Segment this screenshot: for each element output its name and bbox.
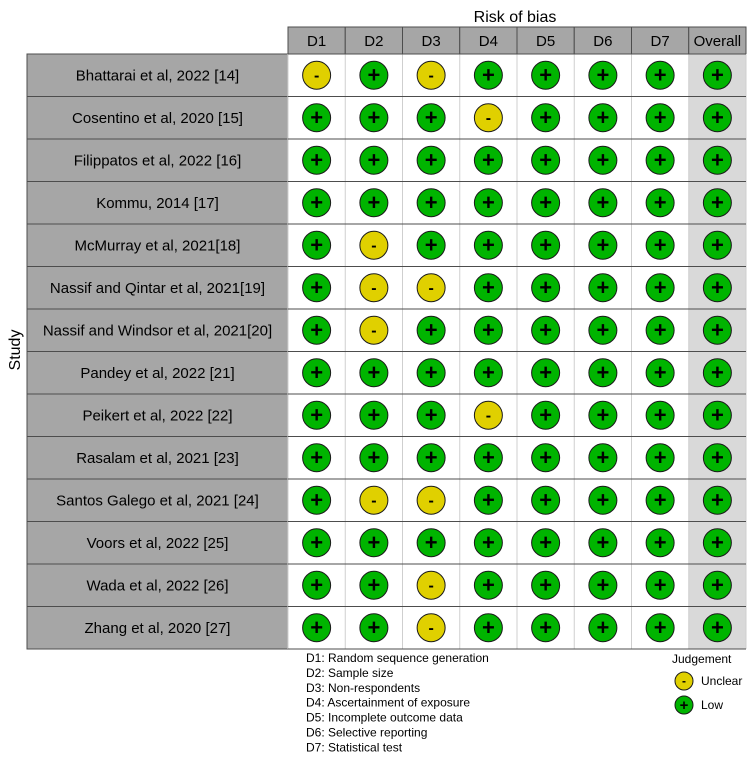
judgement-symbol: + <box>367 529 381 555</box>
judgement-symbol: + <box>710 359 724 385</box>
judgement-low-marker <box>646 486 674 514</box>
judgement-symbol: + <box>539 62 553 88</box>
judgement-low-marker <box>589 146 617 174</box>
judgement-low-marker <box>303 444 331 472</box>
judgement-symbol: + <box>539 232 553 258</box>
judgement-low-marker <box>703 359 731 387</box>
judgement-low-marker <box>703 316 731 344</box>
domain-label-d3: D3 <box>421 33 441 50</box>
judgement-low-marker <box>703 444 731 472</box>
judgement-symbol: + <box>481 359 495 385</box>
judgement-low-marker <box>360 189 388 217</box>
judgement-symbol: + <box>539 104 553 130</box>
judgement-low-marker <box>417 146 445 174</box>
judgement-symbol: + <box>653 232 667 258</box>
judgement-low-marker <box>474 189 502 217</box>
judgement-symbol: + <box>539 189 553 215</box>
judgement-symbol: + <box>481 614 495 640</box>
judgement-symbol: + <box>710 444 724 470</box>
judgement-symbol: + <box>424 359 438 385</box>
judgement-symbol: + <box>481 274 495 300</box>
judgement-symbol: + <box>653 317 667 343</box>
judgement-symbol: + <box>310 572 324 598</box>
judgement-symbol: + <box>596 614 610 640</box>
judgement-symbol: + <box>539 444 553 470</box>
domain-label-d7: D7 <box>650 33 670 50</box>
judgement-symbol: + <box>539 274 553 300</box>
judgement-low-marker <box>532 529 560 557</box>
judgement-low-marker <box>474 316 502 344</box>
judgement-low-marker <box>589 486 617 514</box>
judgement-symbol: + <box>367 147 381 173</box>
judgement-symbol: + <box>596 104 610 130</box>
judgement-low-marker <box>646 444 674 472</box>
judgement-symbol: + <box>310 402 324 428</box>
judgement-symbol: + <box>653 62 667 88</box>
judgement-symbol: + <box>539 487 553 513</box>
judgement-low-marker <box>646 529 674 557</box>
judgement-low-marker <box>589 61 617 89</box>
judgement-symbol: + <box>596 572 610 598</box>
judgement-low-marker <box>303 571 331 599</box>
judgement-low-marker <box>589 571 617 599</box>
judgement-low-marker <box>360 529 388 557</box>
judgement-low-marker <box>303 316 331 344</box>
judgement-low-marker <box>589 529 617 557</box>
judgement-symbol: + <box>481 147 495 173</box>
study-label: Rasalam et al, 2021 [23] <box>76 449 239 467</box>
legend-symbol: + <box>679 697 689 714</box>
judgement-symbol: + <box>310 529 324 555</box>
judgement-symbol: + <box>481 317 495 343</box>
judgement-low-marker <box>303 146 331 174</box>
judgement-unclear-marker <box>417 486 445 514</box>
legend-label: Low <box>701 698 724 712</box>
judgement-symbol: - <box>428 577 434 595</box>
judgement-low-marker <box>646 104 674 132</box>
judgement-low-marker <box>360 146 388 174</box>
legend-symbol: - <box>682 674 686 688</box>
legend-item-unclear <box>675 672 742 690</box>
judgement-unclear-marker <box>360 316 388 344</box>
judgement-symbol: + <box>596 232 610 258</box>
judgement-low-marker <box>532 614 560 642</box>
judgement-symbol: + <box>367 402 381 428</box>
judgement-low-marker <box>303 401 331 429</box>
judgement-low-marker <box>589 104 617 132</box>
judgement-low-marker <box>532 61 560 89</box>
judgement-symbol: + <box>596 62 610 88</box>
judgement-low-marker <box>474 571 502 599</box>
domain-legend-item: D2: Sample size <box>306 665 394 680</box>
judgement-low-marker <box>589 231 617 259</box>
judgement-low-marker <box>360 614 388 642</box>
judgement-low-marker <box>532 359 560 387</box>
judgement-symbol: - <box>371 492 377 510</box>
judgement-symbol: + <box>596 487 610 513</box>
judgement-symbol: - <box>371 237 377 255</box>
judgement-low-marker <box>474 146 502 174</box>
judgement-symbol: + <box>539 317 553 343</box>
judgement-symbol: + <box>367 444 381 470</box>
judgement-low-marker <box>646 274 674 302</box>
judgement-symbol: + <box>310 359 324 385</box>
judgement-symbol: + <box>367 104 381 130</box>
judgement-symbol: + <box>710 529 724 555</box>
judgement-symbol: + <box>367 189 381 215</box>
judgement-low-marker <box>646 401 674 429</box>
judgement-unclear-marker <box>417 61 445 89</box>
judgement-unclear-marker <box>417 274 445 302</box>
judgement-symbol: + <box>481 189 495 215</box>
judgement-low-marker <box>703 274 731 302</box>
judgement-unclear-marker <box>474 104 502 132</box>
judgement-low-marker <box>303 614 331 642</box>
judgement-low-marker <box>303 486 331 514</box>
judgement-symbol: + <box>653 614 667 640</box>
judgement-low-marker <box>417 189 445 217</box>
judgement-symbol: - <box>485 109 492 127</box>
grid-layer <box>27 27 746 649</box>
judgement-low-marker <box>646 146 674 174</box>
judgement-symbol: + <box>424 189 438 215</box>
judgement-symbol: + <box>481 444 495 470</box>
judgement-symbol: + <box>424 147 438 173</box>
judgement-symbol: + <box>710 104 724 130</box>
judgement-symbol: - <box>313 67 320 85</box>
judgement-low-marker <box>303 529 331 557</box>
judgement-low-marker <box>646 571 674 599</box>
domain-legend-item: D4: Ascertainment of exposure <box>306 695 471 710</box>
judgement-symbol: + <box>310 147 324 173</box>
judgement-unclear-marker <box>303 61 331 89</box>
judgement-low-marker <box>360 61 388 89</box>
judgement-symbol: + <box>596 444 610 470</box>
judgement-symbol: + <box>310 614 324 640</box>
judgement-symbol: + <box>481 529 495 555</box>
judgement-symbol: + <box>710 189 724 215</box>
judgement-low-marker <box>417 401 445 429</box>
judgement-symbol: + <box>596 274 610 300</box>
domain-label-d6: D6 <box>593 33 613 50</box>
y-axis-label: Study <box>7 329 24 371</box>
domain-legend-item: D5: Incomplete outcome data <box>306 710 463 725</box>
judgement-low-marker <box>703 231 731 259</box>
domain-label-overall: Overall <box>693 33 742 50</box>
judgement-low-marker <box>532 189 560 217</box>
judgement-low-marker <box>417 316 445 344</box>
judgement-low-marker <box>532 571 560 599</box>
study-label: Wada et al, 2022 [26] <box>86 577 229 595</box>
judgement-low-marker <box>646 614 674 642</box>
legend-item-low <box>675 696 723 714</box>
domain-label-d4: D4 <box>478 33 498 50</box>
study-label: Kommu, 2014 [17] <box>96 194 219 212</box>
judgement-low-marker <box>589 444 617 472</box>
judgement-symbol: + <box>653 274 667 300</box>
judgement-symbol: - <box>371 279 377 297</box>
judgement-symbol: + <box>710 274 724 300</box>
judgement-symbol: + <box>310 487 324 513</box>
judgement-symbol: + <box>539 147 553 173</box>
judgement-low-marker <box>532 316 560 344</box>
judgement-symbol: + <box>424 402 438 428</box>
judgement-symbol: + <box>367 359 381 385</box>
judgement-low-marker <box>360 401 388 429</box>
judgement-unclear-marker <box>360 274 388 302</box>
judgement-unclear-marker <box>360 486 388 514</box>
judgement-low-marker <box>703 61 731 89</box>
study-label: Zhang et al, 2020 [27] <box>84 619 231 637</box>
judgement-symbol: + <box>653 444 667 470</box>
judgement-low-marker <box>646 61 674 89</box>
judgement-low-marker <box>532 146 560 174</box>
judgement-symbol: + <box>424 104 438 130</box>
judgement-symbol: + <box>310 189 324 215</box>
judgement-low-marker <box>646 231 674 259</box>
judgement-symbol: + <box>539 402 553 428</box>
judgement-symbol: - <box>428 619 434 637</box>
judgement-symbol: + <box>424 444 438 470</box>
judgement-symbol: + <box>653 529 667 555</box>
study-label: Filippatos et al, 2022 [16] <box>73 152 242 170</box>
judgement-low-marker <box>589 316 617 344</box>
judgement-low-marker <box>703 571 731 599</box>
judgement-low-marker <box>474 61 502 89</box>
judgement-unclear-marker <box>417 614 445 642</box>
judgement-symbol: + <box>710 147 724 173</box>
judgement-low-marker <box>474 231 502 259</box>
judgement-low-marker <box>589 401 617 429</box>
judgement-low-marker <box>703 146 731 174</box>
judgement-symbol: + <box>310 274 324 300</box>
judgement-low-marker <box>360 104 388 132</box>
judgement-symbol: + <box>539 359 553 385</box>
judgement-low-marker <box>646 189 674 217</box>
judgement-symbol: + <box>481 487 495 513</box>
judgement-low-marker <box>474 486 502 514</box>
judgement-low-marker <box>360 444 388 472</box>
judgement-symbol: + <box>710 572 724 598</box>
judgement-low-marker <box>532 444 560 472</box>
domain-label-d2: D2 <box>364 33 384 50</box>
judgement-symbol: + <box>710 232 724 258</box>
judgement-low-marker <box>703 486 731 514</box>
judgement-symbol: + <box>710 487 724 513</box>
judgement-unclear-marker <box>360 231 388 259</box>
judgement-symbol: + <box>367 572 381 598</box>
judgement-symbol: + <box>424 529 438 555</box>
judgement-low-marker <box>589 614 617 642</box>
judgement-low-marker <box>303 104 331 132</box>
judgement-symbol: - <box>428 279 434 297</box>
judgement-low-marker <box>417 359 445 387</box>
judgement-symbol: + <box>653 402 667 428</box>
domain-legend <box>306 651 489 754</box>
judgement-low-marker <box>417 529 445 557</box>
domain-label-d5: D5 <box>536 33 556 50</box>
judgement-symbol: + <box>310 444 324 470</box>
judgement-symbol: + <box>481 62 495 88</box>
judgement-symbol: + <box>481 572 495 598</box>
judgement-low-marker <box>474 359 502 387</box>
domain-legend-item: D6: Selective reporting <box>306 725 428 740</box>
judgement-low-marker <box>417 104 445 132</box>
judgement-low-marker <box>589 274 617 302</box>
judgement-low-marker <box>303 274 331 302</box>
judgement-low-marker <box>360 359 388 387</box>
judgement-symbol: + <box>424 232 438 258</box>
judgement-symbol: + <box>653 189 667 215</box>
judgement-symbol: + <box>424 317 438 343</box>
judgement-symbol: - <box>371 322 377 340</box>
domain-label-d1: D1 <box>307 33 327 50</box>
judgement-low-marker <box>474 444 502 472</box>
domain-legend-item: D7: Statistical test <box>306 740 403 755</box>
judgement-low-marker <box>703 401 731 429</box>
judgement-symbol: + <box>539 614 553 640</box>
judgement-legend-title: Judgement <box>672 652 732 666</box>
study-label: McMurray et al, 2021[18] <box>74 237 241 255</box>
judgement-symbol: + <box>596 147 610 173</box>
judgement-symbol: + <box>596 529 610 555</box>
domain-legend-item: D1: Random sequence generation <box>306 651 489 665</box>
study-label: Voors et al, 2022 [25] <box>86 534 229 552</box>
judgement-symbol: + <box>710 317 724 343</box>
judgement-symbol: - <box>485 407 492 425</box>
judgement-symbol: + <box>653 147 667 173</box>
legend-label: Unclear <box>701 674 743 688</box>
judgement-low-marker <box>474 274 502 302</box>
judgement-legend <box>672 652 742 714</box>
judgement-low-marker <box>703 614 731 642</box>
judgement-symbol: + <box>310 104 324 130</box>
judgement-low-marker <box>532 486 560 514</box>
study-label: Santos Galego et al, 2021 [24] <box>56 492 259 510</box>
judgement-low-marker <box>646 316 674 344</box>
judgement-symbol: + <box>653 359 667 385</box>
study-label: Nassif and Qintar et al, 2021[19] <box>49 279 266 297</box>
judgement-symbol: - <box>428 492 434 510</box>
judgement-symbol: + <box>596 359 610 385</box>
judgement-low-marker <box>646 359 674 387</box>
judgement-unclear-marker <box>417 571 445 599</box>
judgement-low-marker <box>532 401 560 429</box>
judgement-symbol: + <box>653 104 667 130</box>
judgement-low-marker <box>303 231 331 259</box>
judgement-low-marker <box>589 189 617 217</box>
judgement-low-marker <box>532 104 560 132</box>
judgement-low-marker <box>703 529 731 557</box>
judgement-symbol: + <box>367 62 381 88</box>
judgement-symbol: + <box>653 572 667 598</box>
judgement-symbol: + <box>596 402 610 428</box>
judgement-symbol: + <box>710 402 724 428</box>
study-label: Nassif and Windsor et al, 2021[20] <box>42 322 273 340</box>
judgement-symbol: + <box>710 614 724 640</box>
study-label: Cosentino et al, 2020 [15] <box>72 109 243 127</box>
judgement-low-marker <box>589 359 617 387</box>
study-label: Pandey et al, 2022 [21] <box>80 364 235 382</box>
judgement-symbol: + <box>481 232 495 258</box>
chart-title: Risk of bias <box>473 9 557 26</box>
judgement-symbol: + <box>596 189 610 215</box>
judgement-unclear-marker <box>474 401 502 429</box>
judgement-low-marker <box>303 189 331 217</box>
judgement-symbol: + <box>310 232 324 258</box>
judgement-symbol: + <box>367 614 381 640</box>
judgement-symbol: + <box>310 317 324 343</box>
judgement-symbol: + <box>539 529 553 555</box>
judgement-symbol: - <box>428 67 434 85</box>
judgement-low-marker <box>703 189 731 217</box>
judgement-low-marker <box>532 231 560 259</box>
judgement-symbol: + <box>653 487 667 513</box>
judgement-low-marker <box>474 529 502 557</box>
judgement-low-marker <box>703 104 731 132</box>
judgement-low-marker <box>360 571 388 599</box>
judgement-low-marker <box>474 614 502 642</box>
judgement-symbol: + <box>539 572 553 598</box>
judgement-low-marker <box>417 231 445 259</box>
judgement-low-marker <box>417 444 445 472</box>
judgement-low-marker <box>303 359 331 387</box>
judgement-symbol: + <box>596 317 610 343</box>
judgement-symbol: + <box>710 62 724 88</box>
domain-legend-item: D3: Non-respondents <box>306 680 421 695</box>
study-label: Bhattarai et al, 2022 [14] <box>75 67 240 85</box>
study-label: Peikert et al, 2022 [22] <box>82 407 233 425</box>
judgement-low-marker <box>532 274 560 302</box>
